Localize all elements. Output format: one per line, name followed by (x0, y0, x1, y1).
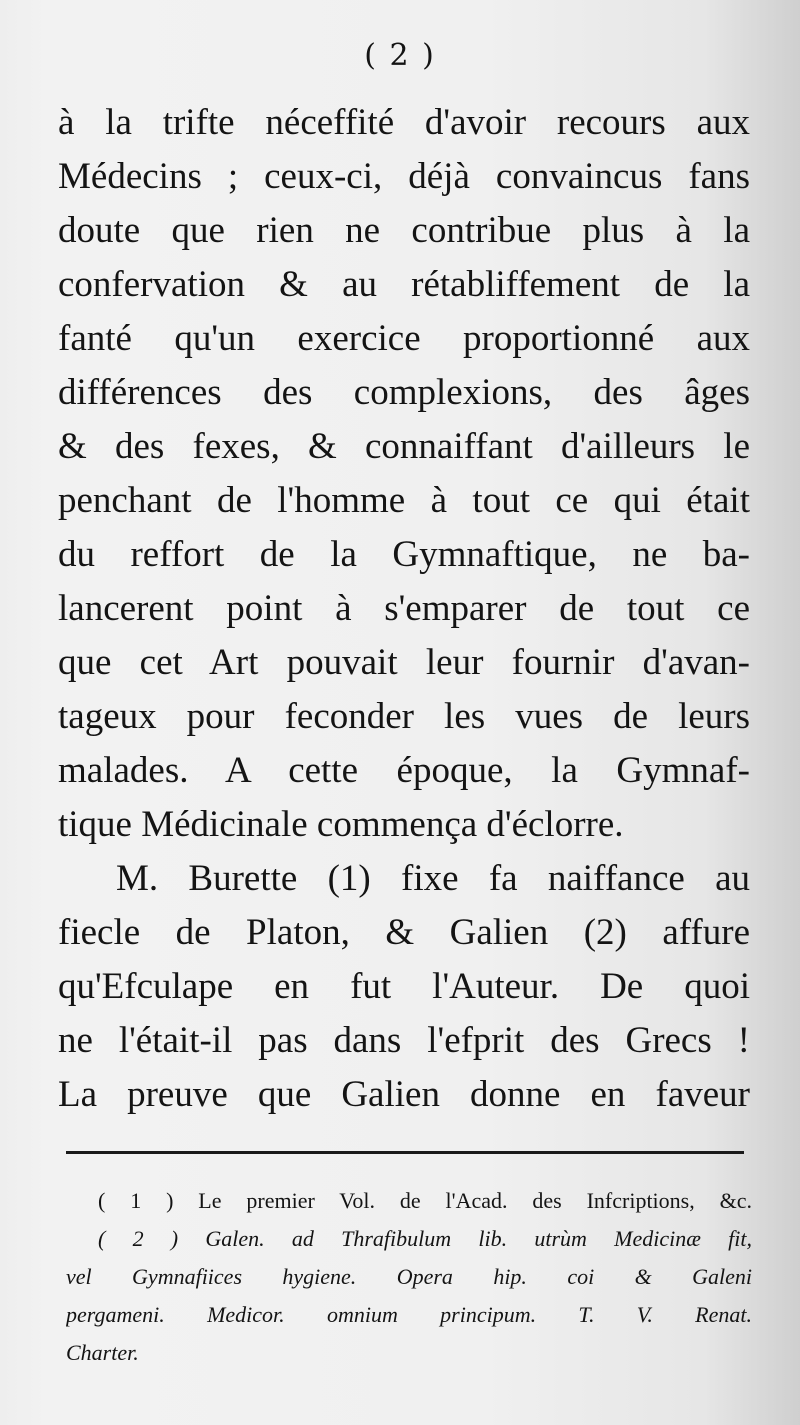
text-line: tageux pour feconder les vues de leurs (58, 696, 750, 737)
footnote-2-continued: vel Gymnafiices hygiene. Opera hip. coi & Galeni (66, 1264, 752, 1289)
footnote-2: ( 2 ) Galen. ad Thrafibulum lib. utrùm Medicinæ fit, (98, 1226, 752, 1251)
text-line: fiecle de Platon, & Galien (2) affure (58, 912, 750, 953)
text-line: malades. A cette époque, la Gymnaf- (58, 750, 750, 791)
text-line: du reffort de la Gymnaftique, ne ba- (58, 534, 750, 575)
footnotes (66, 1182, 752, 1372)
text-line: confervation & au rétabliffement de la (58, 264, 750, 305)
footnote-1: ( 1 ) Le premier Vol. de l'Acad. des Infcriptions, &c. (98, 1188, 752, 1213)
text-line: M. Burette (1) fixe fa naiffance au (116, 858, 750, 899)
text-line: qu'Efculape en fut l'Auteur. De quoi (58, 966, 750, 1007)
text-line: penchant de l'homme à tout ce qui était (58, 480, 750, 521)
text-line: différences des complexions, des âges (58, 372, 750, 413)
text-line: tique Médicinale commença d'éclorre. (58, 804, 624, 845)
text-line: doute que rien ne contribue plus à la (58, 210, 750, 251)
text-line: ne l'était-il pas dans l'efprit des Grecs ! (58, 1020, 750, 1061)
text-line: lancerent point à s'emparer de tout ce (58, 588, 750, 629)
text-line: Médecins ; ceux-ci, déjà convaincus fans (58, 156, 750, 197)
text-line: La preuve que Galien donne en faveur (58, 1074, 750, 1115)
page-number: ( 2 ) (364, 38, 436, 73)
body-text (58, 96, 750, 1122)
text-line: fanté qu'un exercice proportionné aux (58, 318, 750, 359)
text-line: & des fexes, & connaiffant d'ailleurs le (58, 426, 750, 467)
footnote-2-continued: Charter. (66, 1340, 139, 1365)
text-line: que cet Art pouvait leur fournir d'avan- (58, 642, 750, 683)
footnote-2-continued: pergameni. Medicor. omnium principum. T. V. Renat. (66, 1302, 752, 1327)
text-line: à la trifte néceffité d'avoir recours aux (58, 102, 750, 143)
footnote-divider (66, 1151, 744, 1154)
